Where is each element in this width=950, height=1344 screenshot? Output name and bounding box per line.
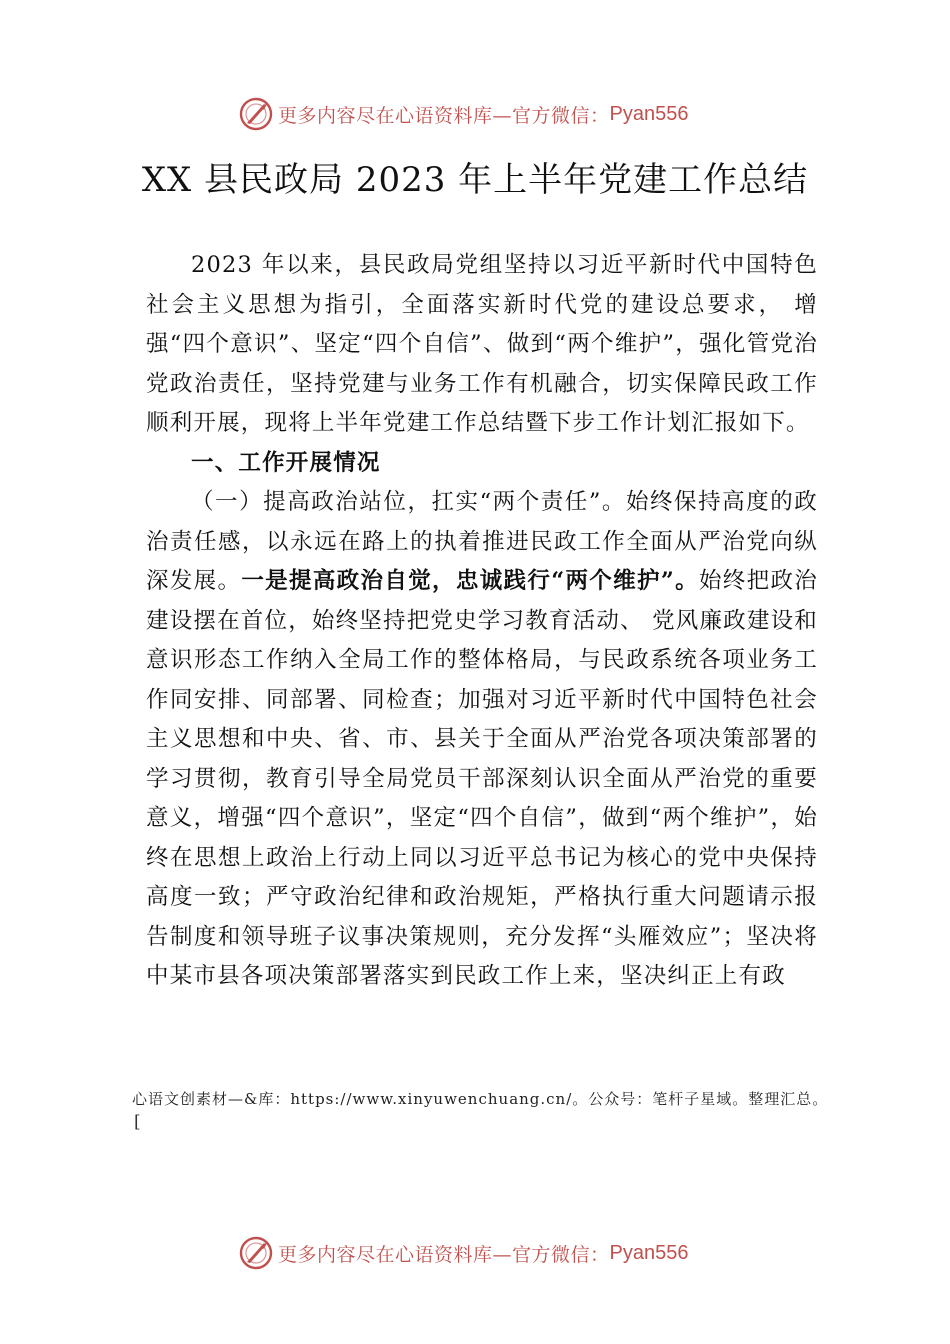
wechat-id: Pyan556 (609, 102, 689, 125)
banner-text: 更多内容尽在心语资料库—官方微信： (278, 1243, 610, 1266)
source-note: 心语文创素材—&库：https://www.xinyuwenchuang.cn/。公众号：笔杆子星域。整理汇总。 (132, 1090, 829, 1108)
wechat-id: Pyan556 (609, 1241, 689, 1264)
document-title: XX 县民政局 2023 年上半年党建工作总结 (141, 160, 809, 200)
document-body (146, 246, 818, 997)
quill-pen-logo-icon (238, 1235, 274, 1271)
bottom-banner (238, 1233, 718, 1273)
paragraph-lead: （一）提高政治站位，扛实“两个责任”。始终保持高度的政治责任感，以永远在路上的执着推进民政工作全面从严治党向纵深发展。 (146, 489, 818, 594)
section-paragraph (146, 483, 818, 997)
intro-paragraph: 2023 年以来，县民政局党组坚持以习近平新时代中国特色社会主义思想为指引，全面落实新时代党的建设总要求， 增强“四个意识”、坚定“四个自信”、做到“两个维护”，强化管党治党政治责任，坚持党建与业务工作有机融合，切实保障民政工作顺利开展，现将上半年党建工作总结暨下步工作计划汇报如下。 (146, 252, 818, 436)
paragraph-rest: 始终把政治建设摆在首位，始终坚持把党史学习教育活动、 党风廉政建设和意识形态工作纳入全局工作的整体格局，与民政系统各项业务工作同安排、同部署、同检查；加强对习近平新时代中国特色社会主义思想和中央、省、市、县关于全面从严治党各项决策部署的学习贯彻，教育引导全局党员干部深刻认识全面从严治党的重要意义，增强“四个意识”，坚定“四个自信”，做到“两个维护”，始终在思想上政治上行动上同以习近平总书记为核心的党中央保持高度一致；严守政治纪律和政治规矩，严格执行重大问题请示报告制度和领导班子议事决策规则，充分发挥“头雁效应”；坚决将中某市县各项决策部署落实到民政工作上来，坚决纠正上有政 (146, 568, 818, 989)
quill-pen-logo-icon (238, 96, 274, 132)
section-heading: 一、工作开展情况 (191, 449, 381, 476)
bracket-mark: [ (134, 1112, 141, 1132)
bold-subheading: 一是提高政治自觉，忠诚践行“两个维护”。 (241, 568, 699, 594)
banner-text: 更多内容尽在心语资料库—官方微信： (278, 104, 610, 127)
top-banner (238, 94, 718, 134)
